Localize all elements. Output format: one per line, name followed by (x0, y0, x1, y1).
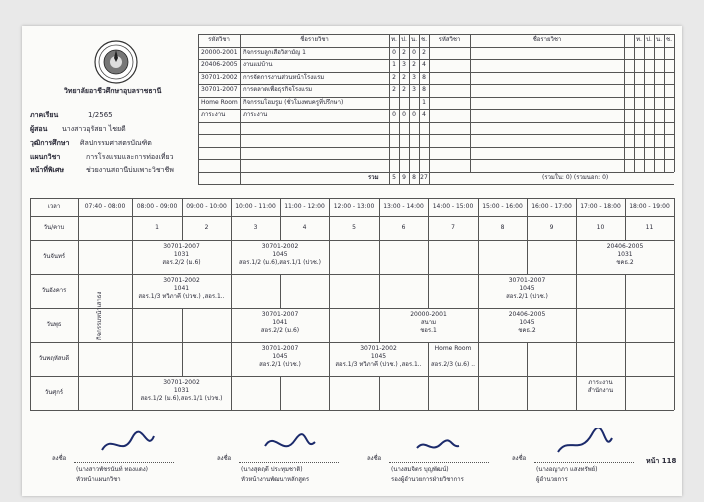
day-label: วันพฤหัสบดี (38, 355, 70, 362)
teacher-label: ผู้สอน (30, 125, 48, 133)
grid-line (198, 72, 674, 73)
period-number: 10 (596, 224, 605, 231)
grid-line (30, 308, 674, 309)
degree-value: ศิลปกรรมศาสตรบัณฑิต (80, 139, 152, 147)
time-slot: 14:00 - 15:00 (432, 203, 474, 210)
time-slot: 18:00 - 19:00 (629, 203, 670, 210)
time-slot: 08:00 - 09:00 (136, 203, 178, 210)
subjects-header-n: น. (410, 36, 417, 43)
grid-line (198, 122, 674, 123)
time-slot: 09:00 - 10:00 (186, 203, 227, 210)
subjects-header-n-right: น. (655, 36, 662, 43)
class-entry-line: สอร.2/2 (ม.6) (162, 259, 201, 266)
time-slot: 07:40 - 08:00 (84, 203, 126, 210)
grid-line (674, 198, 675, 410)
subjects-header-name-right: ชื่อรายวิชา (532, 36, 562, 43)
subjects-extra-note: (รวมใน: 0) (รวมนอก: 0) (542, 173, 609, 181)
class-entry-line: ชคธ.2 (616, 259, 634, 266)
signer-name: (นางอญาภา แสงทรัพย์) (536, 466, 598, 473)
sign-label: ลงชื่อ (367, 455, 382, 462)
subjects-header-name: ชื่อรายวิชา (300, 36, 329, 43)
time-slot: 10:00 - 11:00 (235, 203, 276, 210)
class-entry-line: Home Room (434, 345, 472, 352)
subject-n: 0 (412, 111, 416, 118)
grid-line (30, 274, 674, 275)
term-label: ภาคเรียน (30, 111, 59, 119)
subjects-header-code-right: รหัสวิชา (438, 36, 461, 43)
subject-t: 2 (392, 73, 396, 81)
sign-label: ลงชื่อ (512, 455, 527, 462)
department-value: การโรงแรมและการท่องเที่ยว (86, 153, 174, 161)
class-entry-line: ชคธ.2 (518, 327, 536, 334)
teacher-value: นางสาวอุรัสยา ไชยดี (62, 125, 126, 133)
class-entry-line: 1031 (617, 251, 633, 258)
sign-line (389, 462, 489, 463)
grid-line (419, 34, 420, 184)
subject-name: กิจกรรมโฮมรูม (ชั่วโมงพบครูที่ปรึกษา) (243, 98, 344, 106)
subject-t: 0 (392, 111, 396, 118)
day-label: วันศุกร์ (44, 389, 64, 396)
subject-t: 1 (392, 61, 396, 68)
class-entry-line: สอร.1/3 ทวิภาคี (ปวช.) ,สอร.1.. (335, 361, 422, 368)
class-entry-line: สอร.2/2 (ม.6) (260, 327, 300, 334)
class-entry-line: 1031 (173, 387, 190, 394)
class-entry-line: ภาระงาน (588, 379, 613, 386)
subject-n: 2 (412, 61, 416, 68)
subjects-total-t: 5 (392, 173, 396, 181)
subject-c: 1 (422, 98, 426, 106)
class-entry-line: 1045 (272, 251, 288, 258)
subject-c: 4 (422, 111, 426, 118)
subjects-header-t: ท. (391, 36, 397, 43)
time-slot: 15:00 - 16:00 (482, 203, 523, 210)
subjects-total-c: 27 (420, 173, 428, 181)
class-entry-line: 30701-2007 (508, 277, 546, 284)
signer-position: หัวหน้าแผนกวิชา (76, 476, 121, 483)
sign-line (239, 462, 339, 463)
day-period-header: วัน/คาบ (43, 224, 65, 231)
class-entry-line: สอร.2/3 (ม.6) .. (430, 361, 476, 368)
subject-p: 2 (402, 86, 406, 93)
period-number: 5 (352, 224, 356, 231)
grid-line (198, 184, 674, 185)
grid-line (198, 84, 674, 85)
class-entry-line: สนาม (420, 319, 437, 326)
time-slot: 12:00 - 13:00 (333, 203, 375, 210)
class-entry-line: สอร.1/2 (ม.6),สอร.1/1 (ปวช.) (140, 395, 223, 402)
grid-line (429, 34, 430, 172)
subject-p: 0 (402, 111, 406, 118)
subject-name: การตลาดเพื่อธุรกิจโรงแรม (243, 86, 313, 93)
handwritten-signature (257, 428, 327, 460)
signer-name: (นางสาวพัชรนันท์ ทองแดง) (76, 466, 148, 473)
subject-code: 20406-2005 (201, 61, 238, 68)
subject-n: 3 (412, 73, 416, 81)
grid-line (198, 97, 674, 98)
class-entry-line: 20406-2005 (508, 311, 546, 318)
grid-line (198, 134, 674, 135)
grid-line (198, 109, 674, 110)
period-number: 2 (204, 224, 209, 231)
college-seal-logo (94, 40, 138, 84)
class-entry-line: สอร.1/2 (ม.6),สอร.1/1 (ปวช.) (238, 259, 322, 266)
period-number: 1 (155, 224, 159, 231)
subject-name: การจัดการงานส่วนหน้าโรงแรม (243, 73, 325, 81)
class-entry-line: สอร.1/3 ทวิภาคี (ปวช.) ,สอร.1.. (138, 293, 225, 300)
subjects-total-n: 8 (412, 173, 416, 181)
sign-label: ลงชื่อ (217, 455, 232, 462)
grid-line (198, 172, 674, 173)
subjects-header-p: ป. (401, 36, 407, 43)
period-number: 6 (401, 224, 406, 231)
class-entry-line: 1031 (173, 251, 190, 258)
grid-line (664, 34, 665, 172)
time-slot: 17:00 - 18:00 (580, 203, 621, 210)
sign-line (74, 462, 174, 463)
class-entry-line: 30701-2007 (163, 243, 200, 250)
handwritten-signature (552, 428, 622, 460)
class-entry-line: 1041 (272, 319, 288, 326)
degree-label: วุฒิการศึกษา (30, 139, 70, 147)
grid-line (409, 34, 410, 184)
signer-name: (นางสุดฤดี ประทุมชาติ) (241, 466, 303, 473)
time-slot: 11:00 - 12:00 (284, 203, 325, 210)
class-entry-line: 30701-2002 (163, 277, 200, 284)
period-number: 3 (253, 224, 258, 231)
grid-line (198, 159, 674, 160)
grid-line (30, 198, 674, 199)
grid-line (470, 34, 471, 172)
grid-line (30, 216, 674, 217)
subjects-header-c: ช. (421, 36, 427, 43)
subject-code: ภาระงาน (201, 111, 226, 118)
subject-code: 30701-2007 (201, 86, 238, 93)
day-label: วันพุธ (46, 321, 62, 328)
grid-line (198, 34, 674, 35)
grid-line (78, 198, 79, 410)
grid-line (198, 59, 674, 60)
subject-name: กิจกรรมลูกเสือวิสามัญ 1 (243, 48, 306, 56)
subjects-total-label: รวม (368, 173, 379, 181)
grid-line (399, 34, 400, 184)
sign-label: ลงชื่อ (52, 455, 67, 462)
term-value: 1/2565 (88, 111, 113, 119)
class-entry-line: 20406-2005 (606, 243, 644, 250)
subject-code: 30701-2002 (201, 73, 238, 81)
grid-line (30, 410, 674, 411)
subject-n: 3 (412, 86, 416, 93)
period-number: 4 (302, 224, 307, 231)
subject-p: 2 (402, 48, 406, 56)
class-entry-line: ชอร.1 (420, 327, 437, 334)
period-number: 11 (645, 224, 654, 231)
duty-label: หน้าที่พิเศษ (30, 166, 65, 174)
subjects-header-code: รหัสวิชา (208, 36, 230, 43)
subjects-header-t-right: ท. (636, 36, 642, 43)
subject-n: 0 (412, 48, 416, 56)
class-entry-line: 1041 (173, 285, 190, 292)
class-entry-line: 30701-2002 (261, 243, 299, 250)
subject-t: 2 (392, 86, 396, 93)
department-label: แผนกวิชา (30, 153, 61, 161)
grid-line (654, 34, 655, 172)
day-label: วันอังคาร (41, 287, 67, 294)
duty-value: ช่วยงานสถานีบ่มเพาะวิชาชีพ (86, 166, 174, 174)
sign-line (534, 462, 634, 463)
subject-c: 8 (422, 73, 426, 81)
period-number: 7 (451, 224, 455, 231)
grid-line (30, 376, 674, 377)
signer-name: (นางสมจิตร บุญพัฒน์) (391, 466, 449, 473)
subject-code: Home Room (201, 98, 238, 106)
signer-position: รองผู้อำนวยการฝ่ายวิชาการ (391, 476, 464, 483)
time-slot: 16:00 - 17:00 (531, 203, 572, 210)
grid-line (674, 34, 675, 172)
page-number: หน้า 118 (646, 457, 677, 465)
subject-c: 8 (422, 86, 426, 93)
subject-p: 3 (402, 61, 406, 68)
day-label: วันจันทร์ (42, 253, 66, 260)
grid-line (198, 34, 199, 184)
class-entry-line: 1045 (272, 353, 288, 360)
time-header: เวลา (47, 203, 61, 210)
class-entry-line: 1045 (519, 319, 535, 326)
class-entry-line: 30701-2007 (261, 345, 299, 352)
class-entry-line: สอร.2/1 (ปวช.) (506, 293, 548, 300)
period-number: 9 (549, 224, 554, 231)
subjects-header-c-right: ช. (666, 36, 672, 43)
class-entry-line: 20000-2001 (410, 311, 447, 318)
grid-line (634, 34, 635, 172)
grid-line (198, 147, 674, 148)
subjects-header-p-right: ป. (646, 36, 652, 43)
subject-p: 2 (402, 73, 406, 81)
document-page (22, 26, 682, 496)
subjects-total-p: 9 (402, 173, 406, 181)
grid-line (240, 34, 241, 184)
subject-name: งานแม่บ้าน (243, 61, 273, 68)
class-entry-line: 30701-2007 (261, 311, 299, 318)
grid-line (198, 47, 674, 48)
grid-line (644, 34, 645, 172)
handwritten-signature (407, 428, 477, 460)
time-slot: 13:00 - 14:00 (383, 203, 424, 210)
class-entry-line: สอร.2/1 (ปวช.) (259, 361, 301, 368)
class-entry-line: 30701-2002 (360, 345, 397, 352)
handwritten-signature (92, 428, 162, 460)
subject-name: ภาระงาน (243, 111, 268, 118)
flag-activity-label: กิจกรรมหน้าเสาธง (96, 291, 103, 340)
grid-line (624, 34, 625, 172)
class-entry-line: 1045 (519, 285, 535, 292)
subject-t: 0 (392, 48, 396, 56)
subject-code: 20000-2001 (201, 48, 238, 56)
college-name: วิทยาลัยอาชีวศึกษาอุบลราชธานี (64, 87, 162, 95)
grid-line (389, 34, 390, 184)
signer-position: ผู้อำนวยการ (536, 476, 568, 483)
class-entry-line: 30701-2002 (163, 379, 200, 386)
subject-c: 2 (422, 48, 426, 56)
signer-position: หัวหน้างานพัฒนาหลักสูตร (241, 476, 310, 483)
class-entry-line: 1045 (370, 353, 387, 360)
period-number: 8 (500, 224, 505, 231)
class-entry-line: สำนักงาน (587, 387, 614, 394)
subject-c: 4 (422, 61, 426, 68)
